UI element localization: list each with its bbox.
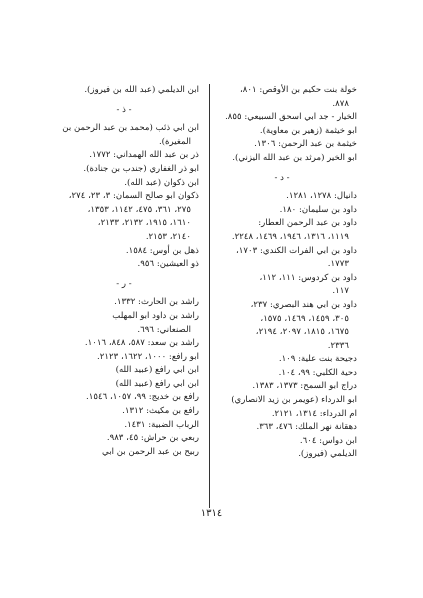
index-entry-line: ابو ذر الغفاري (جندب بن جنادة). [83,163,199,174]
index-entry-line: داود بن عبد الرحمن العطار: [258,218,357,229]
index-entry-line: ابو الخير (مرثد بن عبد الله اليزني). [232,152,357,163]
index-entry-line: ذهل بن أوس: ١٥٨٤. [125,245,199,256]
index-entry-line: داود بن ابي هند البصري: ٢٣٧، [250,299,357,310]
index-entry-line: ٨٧٨. [332,98,349,109]
index-entry-line: ربعي بن حراش: ٤٥، ٩٨٣. [106,433,199,444]
section-letter-heading: - ر - [116,278,132,289]
index-entry-line: ابو رافع: ١٠٠٠، ١٦٢٢، ٢١٢٣. [97,351,199,362]
index-entry-line: خيثمة بن عبد الرحمن: ١٣٠٦. [254,139,357,150]
index-entry-line: ابن ابي رافع (عبيد الله) [115,365,199,376]
index-entry-line: داود بن سليمان: ١٨٠. [279,204,357,215]
index-entry-line: ٣٠٥، ١٤٥٩، ١٤٦٩، ١٥٧٥، [260,313,349,324]
index-entry-line: ذكوان ابو صالح السمان: ٣، ٢٣، ٢٧٤، [68,191,199,202]
index-entry-line: ابن ذكوان (عبد الله). [124,177,199,188]
index-entry-line: ٢١٤٠، ٢١٥٣. [145,231,191,242]
index-entry-line: ابو الدرداء (عويمر بن زيد الانصاري) [231,395,357,406]
index-entry-line: الرباب الضبية: ١٤٣١. [124,419,199,430]
index-entry-line: ١٦١٠، ١٩١٥، ٢١٣٢، ٢١٣٣، [97,218,191,229]
index-entry-line: داود بن ابي الفرات الكندي: ١٧٠٣، [235,245,357,256]
section-letter-heading: - ذ - [116,104,132,115]
index-entry-line: دراج ابو السمح: ١٣٧٣، ١٣٨٣. [252,381,357,392]
index-entry-line: راشد بن داود ابو المهلب [112,310,199,321]
index-entry-line: دهقانة نهر الملك: ٤٧٦، ٣٦٣. [256,422,357,433]
index-entry-line: الخيار - جد ابي اسحق السبيعي: ٨٥٥. [225,112,357,123]
index-entry-line: دجيحة بنت علية: ١٠٩. [278,354,357,365]
index-entry-line: ١٦٧٥، ١٨١٥، ٢٠٩٧، ٢١٩٤، [255,327,349,338]
index-entry-line: خولة بنت حكيم بن الأوقص: ٨٠١، [240,85,357,95]
index-entry-line: ٢٣٣٦. [327,340,349,351]
index-entry-line: ربيح بن عبد الرحمن بن ابي [102,446,199,457]
page-number: ١٣١٤ [200,508,223,519]
section-letter-heading: - د - [274,172,290,183]
index-entry-line: ابو خيثمة (زهير بن معاوية). [259,125,357,136]
index-entry-line: راشد بن الحارث: ١٣٣٢. [114,297,199,308]
index-column-right [207,84,357,462]
index-entry-line: الصنعاني: ٦٩٦. [137,324,191,335]
index-entry-line: ذر بن عبد الله الهمداني: ١٧٧٢. [89,150,199,161]
index-entry-line: الديلمي (فيروز). [298,449,357,460]
index-entry-line: دانيال: ١٢٧٨، ١٢٨١. [286,191,357,202]
index-entry-line: راشد بن سعد: ٥٨٧، ٨٤٨، ١٠١٦. [84,338,199,349]
index-entry-line: رافع بن خديج: ٩٩، ١٠٥٧، ١٥٤٦. [86,392,199,403]
index-entry-line: ام الدرداء: ١٣١٤، ٢١٢١. [271,408,357,419]
index-entry-line: ابن ابي رافع (عبيد الله) [115,378,199,389]
index-entry-line: ١٧٧٣. [327,259,349,270]
index-entry-line: المغيرة). [158,136,191,147]
index-entry-line: دحية الكلبي: ٩٩، ١٠٤. [278,367,357,378]
index-entry-line: ابن ابي ذئب (محمد بن عبد الرحمن بن [62,123,199,134]
index-entry-line: ابن دواس: ٦٠٤. [299,435,357,446]
column-divider [209,84,210,508]
index-entry-line: ابن الديلمي (عبد الله بن فيروز). [84,85,199,95]
index-entry-line: داود بن كردوس: ١١١، ١١٢، [259,272,357,283]
index-entry-line: ١١١٩، ١٣١٦، ١٩٤٦، ١٤٦٩، ٢٢٤٨. [231,231,349,242]
index-entry-line: ١١٧. [332,286,349,297]
index-column-left [49,84,199,459]
index-entry-line: ٢٧٥، ٣٦١، ٤٧٥، ١١٤٢، ١٣٥٣، [87,204,191,215]
index-entry-line: رافع بن مكيث: ١٣١٢. [122,406,199,417]
index-entry-line: ذو العيشين: ٩٥٦. [137,259,199,270]
